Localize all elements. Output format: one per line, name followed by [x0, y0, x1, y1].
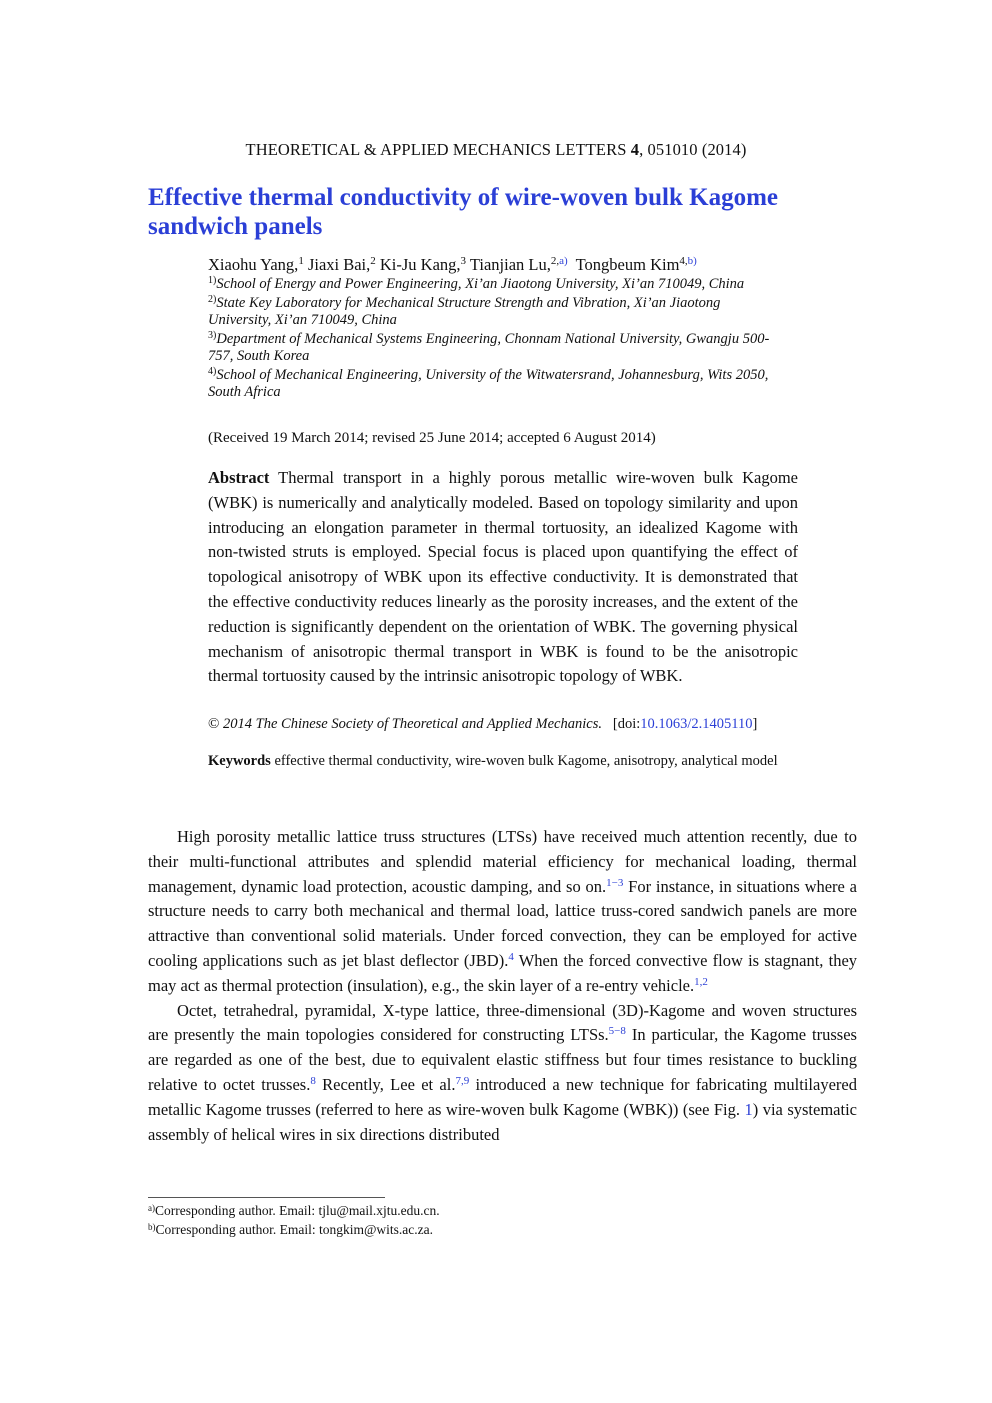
affiliation-mark: 2) — [208, 294, 217, 305]
affiliation-text: School of Mechanical Engineering, University of the Witwatersrand, Johannesburg, Wits 2050, South Africa — [208, 367, 769, 400]
affiliation-item — [208, 295, 783, 329]
keywords — [208, 750, 798, 773]
footnote-text: Corresponding author. Email: tjlu@mail.xjtu.edu.cn. — [155, 1203, 440, 1218]
abstract — [208, 466, 798, 689]
author-name: Jiaxi Bai, — [307, 255, 371, 274]
affiliation-mark: 4) — [208, 366, 217, 377]
doi-link[interactable]: 10.1063/2.1405110 — [640, 716, 753, 732]
figure-link[interactable]: 1 — [744, 1099, 753, 1119]
paper-title: Effective thermal conductivity of wire-woven bulk Kagome sandwich panels — [148, 184, 778, 240]
footnote-mark: b) — [148, 1222, 156, 1232]
author-name: Tongbeum Kim — [575, 255, 680, 274]
affiliation-mark: 3) — [208, 330, 217, 341]
corresponding-author-link[interactable]: a) — [559, 255, 568, 267]
author-affil-mark: 1 — [298, 255, 304, 267]
affiliation-item — [208, 367, 783, 401]
keywords-label: Keywords — [208, 753, 271, 769]
doi-prefix: [doi: — [612, 716, 641, 732]
author-name: Tianjian Lu, — [469, 255, 551, 274]
citation-link[interactable]: 4 — [508, 950, 514, 963]
copyright-line — [208, 714, 800, 734]
citation-link[interactable]: 8 — [310, 1074, 316, 1087]
affiliation-text: Department of Mechanical Systems Engineering, Chonnam National University, Gwangju 500-757, South Korea — [208, 331, 770, 364]
paragraph-text: For instance, in situations where a structure needs to carry both mechanical and thermal load, lattice truss-cored sandwich panels are more attractive than conventional solid materials. Under forced convection, they can be employed for active cooling applications such as jet blast deflector (JBD). — [148, 876, 857, 970]
paragraph-text: introduced a new technique for fabricating multilayered metallic Kagome trusses (referred to here as wire-woven bulk Kagome (WBK)) (see Fig. — [148, 1074, 857, 1119]
journal-volume: 4 — [630, 140, 640, 159]
citation-link[interactable]: 7,9 — [455, 1074, 470, 1087]
body-paragraph — [148, 999, 857, 1148]
affiliation-item — [208, 276, 783, 293]
footnote-mark: a) — [148, 1203, 155, 1213]
body-paragraph — [148, 825, 857, 999]
received-dates: (Received 19 March 2014; revised 25 June 2014; accepted 6 August 2014) — [208, 430, 656, 446]
journal-article-info: , 051010 (2014) — [639, 140, 747, 159]
paragraph-text: When the forced convective flow is stagnant, they may act as thermal protection (insulation), e.g., the skin layer of a re-entry vehicle. — [148, 950, 858, 995]
paragraph-text: High porosity metallic lattice truss structures (LTSs) have received much attention recently, due to their multi-functional attributes and splendid material efficiency for mechanical loading, thermal management, dynamic load protection, acoustic damping, and so on. — [148, 827, 857, 896]
citation-link[interactable]: 5−8 — [608, 1025, 626, 1038]
keywords-text: effective thermal conductivity, wire-woven bulk Kagome, anisotropy, analytical model — [274, 753, 778, 769]
footnote-text: Corresponding author. Email: tongkim@wits.ac.za. — [155, 1222, 434, 1237]
citation-link[interactable]: 1,2 — [694, 975, 708, 988]
author-affil-mark: 4, — [679, 255, 688, 267]
footnote-divider — [148, 1197, 385, 1198]
footnotes — [148, 1201, 748, 1239]
author-affil-mark: 2, — [550, 255, 560, 267]
journal-header — [0, 140, 992, 160]
abstract-label: Abstract — [208, 468, 270, 487]
paragraph-text: Octet, tetrahedral, pyramidal, X-type lattice, three-dimensional (3D)-Kagome and woven structures are presently the main topologies considered for constructing LTSs. — [148, 1000, 857, 1045]
affiliation-item — [208, 331, 783, 365]
body-text — [148, 825, 857, 1147]
affiliation-list — [208, 276, 783, 403]
paragraph-text: ) via systematic assembly of helical wires in six directions distributed — [148, 1099, 857, 1144]
paragraph-text: Recently, Lee et al. — [315, 1074, 456, 1094]
affiliation-text: School of Energy and Power Engineering, Xi’an Jiaotong University, Xi’an 710049, China — [216, 276, 745, 292]
author-name: Ki-Ju Kang, — [379, 255, 461, 274]
footnote-item — [148, 1201, 748, 1220]
doi-suffix: ] — [752, 716, 758, 732]
journal-name: THEORETICAL & APPLIED MECHANICS LETTERS — [245, 140, 627, 159]
affiliation-text: State Key Laboratory for Mechanical Structure Strength and Vibration, Xi’an Jiaotong University, Xi’an 710049, China — [208, 295, 721, 328]
footnote-item — [148, 1220, 748, 1239]
abstract-text: Thermal transport in a highly porous metallic wire-woven bulk Kagome (WBK) is numerically and analytically modeled. Based on topology similarity and upon introducing an elongation parameter in thermal tortuosity, an idealized Kagome with non-twisted struts is employed. Special focus is placed upon quantifying the effect of topological anisotropy of WBK upon its effective conductivity. It is demonstrated that the effective conductivity reduces linearly as the porosity increases, and the extent of the reduction is significantly dependent on the orientation of WBK. The governing physical mechanism of anisotropic thermal transport in WBK is found to be the anisotropic thermal tortuosity caused by the intrinsic anisotropic topology of WBK. — [208, 468, 798, 686]
author-name: Xiaohu Yang, — [208, 255, 299, 274]
author-affil-mark: 2 — [370, 255, 376, 267]
citation-link[interactable]: 1−3 — [606, 876, 624, 889]
copyright-icon: © — [208, 716, 220, 732]
author-affil-mark: 3 — [460, 255, 467, 267]
corresponding-author-link[interactable]: b) — [687, 255, 697, 267]
paragraph-text: In particular, the Kagome trusses are regarded as one of the best, due to equivalent elastic stiffness but four times resistance to buckling relative to octet trusses. — [148, 1025, 857, 1094]
affiliation-mark: 1) — [208, 275, 217, 286]
copyright-text: 2014 The Chinese Society of Theoretical and Applied Mechanics. — [223, 716, 602, 732]
author-list — [208, 254, 800, 276]
